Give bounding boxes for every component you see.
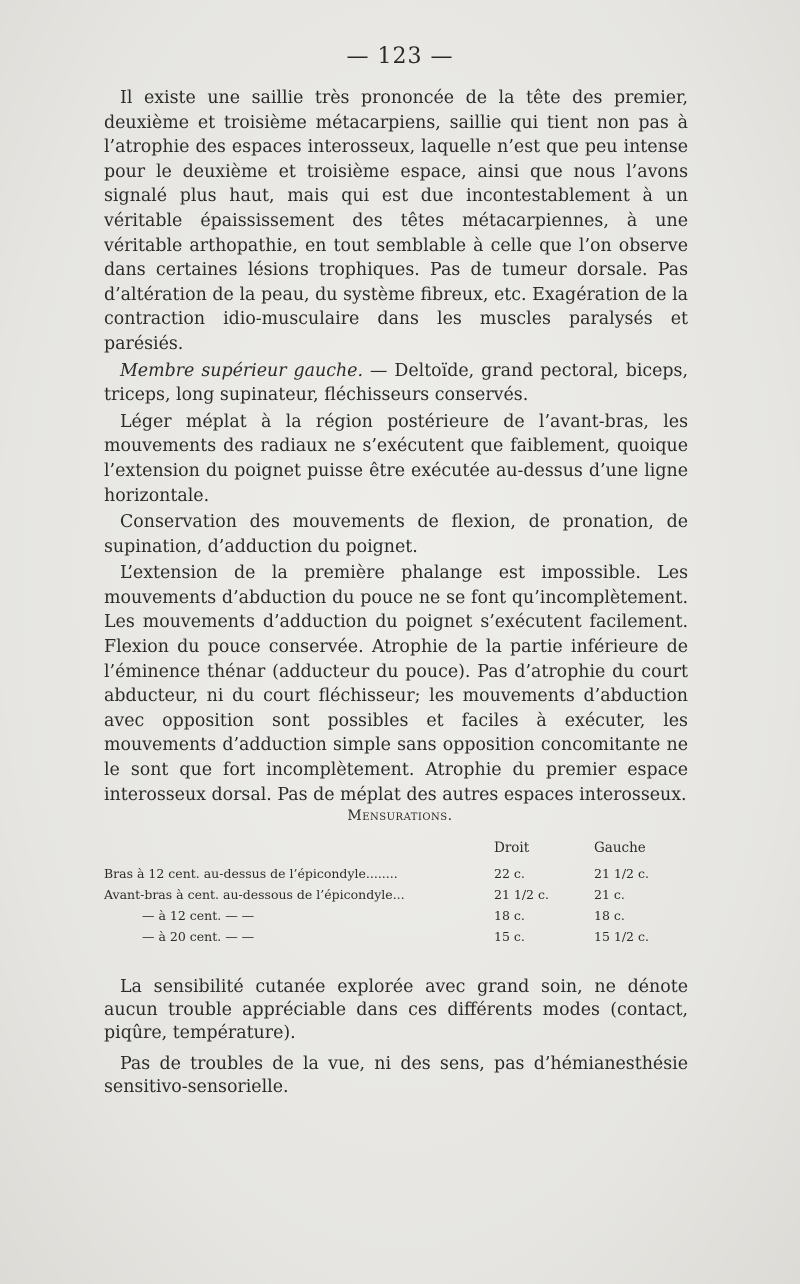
paragraph: Conservation des mouvements de flexion, de pronation, de supination, d’adduction du poignet. <box>104 512 688 557</box>
row-label: — à 12 cent. — — <box>142 908 255 923</box>
body-text <box>104 86 688 807</box>
row-droit: 22 c. <box>494 866 525 881</box>
page-number: — 123 — <box>346 44 454 69</box>
table-row <box>104 866 692 887</box>
row-gauche: 21 1/2 c. <box>594 866 649 881</box>
row-droit: 21 1/2 c. <box>494 887 549 902</box>
table-title: Mensurations. <box>347 808 453 824</box>
row-label: Bras à 12 cent. au-dessus de l’épicondyle........ <box>104 866 398 881</box>
table-row <box>104 908 692 929</box>
table-header-row <box>104 840 692 866</box>
table-row <box>104 929 692 950</box>
row-gauche: 18 c. <box>594 908 625 923</box>
measurements-table <box>104 840 692 950</box>
paragraph <box>104 359 688 408</box>
table-header-label <box>104 840 494 866</box>
closing-text <box>104 976 688 1107</box>
row-gauche: 15 1/2 c. <box>594 929 649 944</box>
paragraph: La sensibilité cutanée explorée avec grand soin, ne dénote aucun trouble appréciable dans ces différents modes (contact, piqûre, température). <box>104 977 688 1043</box>
table-row <box>104 887 692 908</box>
table-header-droit: Droit <box>494 840 530 856</box>
row-gauche: 21 c. <box>594 887 625 902</box>
row-label: — à 20 cent. — — <box>142 929 255 944</box>
row-label: Avant-bras à cent. au-dessous de l’épicondyle... <box>104 887 405 902</box>
paragraph: Il existe une saillie très prononcée de la tête des premier, deuxième et troisième métacarpiens, saillie qui tient non pas à l’atrophie des espaces interosseux, laquelle n’est que peu intense pour le deuxième et troisième espace, ainsi que nous l’avons signalé plus haut, mais qui est due incontestablement à un véritable épaississement des têtes métacarpiennes, à une véritable arthopathie, en tout semblable à celle que l’on observe dans certaines lésions trophiques. Pas de tumeur dorsale. Pas d’altération de la peau, du système fibreux, etc. Exagération de la contraction idio-musculaire dans les muscles paralysés et parésiés. <box>104 88 688 354</box>
paragraph: Pas de troubles de la vue, ni des sens, pas d’hémianesthésie sensitivo-sensorielle. <box>104 1054 688 1097</box>
section-heading: Membre supérieur gauche. <box>120 360 364 381</box>
paragraph: L’extension de la première phalange est impossible. Les mouvements d’abduction du pouce ne se font qu’incomplètement. Les mouvements d’adduction du poignet s’exécutent facilement. Flexion du pouce conservée. Atrophie de la partie inférieure de l’éminence thénar (adducteur du pouce). Pas d’atrophie du court abducteur, ni du court fléchisseur; les mouvements d’abduction avec opposition sont possibles et faciles à exécuter, les mouvements d’adduction simple sans opposition concomitante ne le sont que fort incomplètement. Atrophie du premier espace interosseux dorsal. Pas de méplat des autres espaces interosseux. <box>104 563 688 805</box>
table-header-gauche: Gauche <box>594 840 646 856</box>
section-text: — Deltoïde, grand pectoral, biceps, triceps, long supinateur, fléchisseurs conservés. <box>104 360 688 406</box>
row-droit: 15 c. <box>494 929 525 944</box>
row-droit: 18 c. <box>494 908 525 923</box>
paragraph: Léger méplat à la région postérieure de l’avant-bras, les mouvements des radiaux ne s’exécutent que faiblement, quoique l’extension du poignet puisse être exécutée au-dessus d’une ligne horizontale. <box>104 411 688 506</box>
